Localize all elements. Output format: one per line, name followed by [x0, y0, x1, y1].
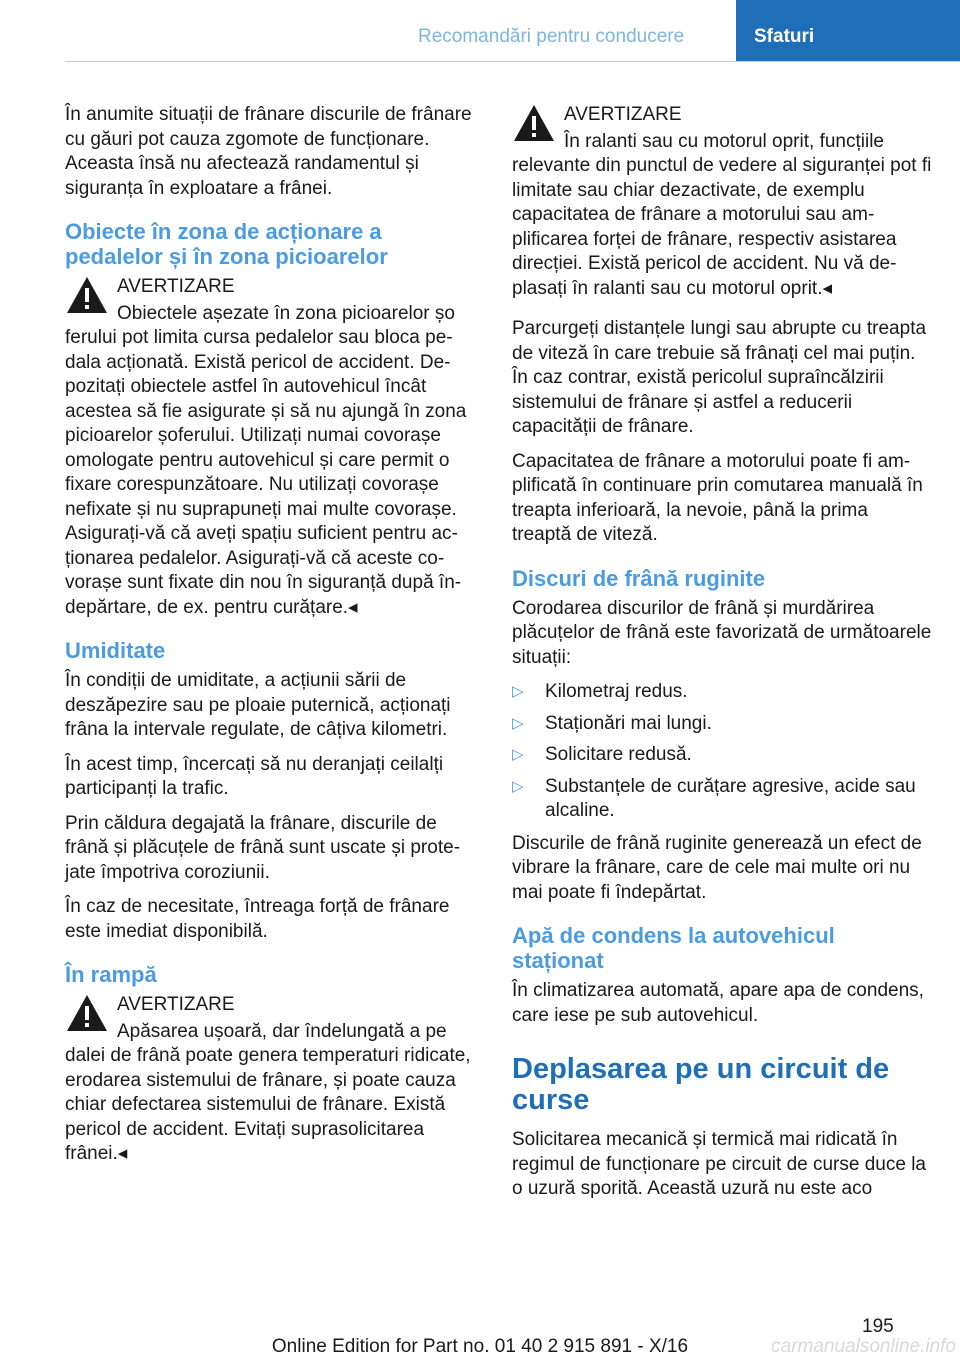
heading-humidity: Umiditate [65, 638, 166, 663]
heading-condensation: Apă de condens la autovehicul staționat [512, 923, 835, 973]
warning-text: dalei de frână poate genera temperaturi ridicate, erodarea sistemului de frânare, și poate cauza chiar defectarea sistemului de frânare. Există pericol de accident. Evitați suprasolicitarea frânei.◂ [65, 1045, 471, 1164]
left-column [65, 103, 478, 1183]
descent-paragraph-1: Parcurgeți distanțele lungi sau abrupte cu treapta de viteză în care trebuie să frânați cel mai puțin. În caz contrar, există pericolul supraîncălzirii sistemului de frânare și astfel a reducerii capacității de frânare. [512, 318, 927, 437]
warning-block-idle [512, 103, 932, 301]
list-item: ▷ Substanțele de curățare agresive, acide sau alcaline. [512, 775, 916, 821]
heading-race-track: Deplasarea pe un circuit de curse [512, 1053, 890, 1116]
page-header [0, 0, 960, 62]
triangle-bullet-icon: ▷ [512, 683, 524, 700]
warning-block-slope [65, 993, 478, 1167]
warning-title: AVERTIZARE [117, 994, 235, 1015]
warning-text-first-line: În ralanti sau cu motorul oprit, funcțiile [564, 130, 884, 152]
triangle-bullet-icon: ▷ [512, 714, 524, 732]
condensation-paragraph: În climatizarea automată, apare apa de condens, care iese pe sub autovehicul. [512, 980, 924, 1026]
rust-causes-list [512, 680, 932, 824]
warning-text: ferului pot limita cursa pedalelor sau bloca pedala acționată. Există pericol de accident. Depozitați obiectele astfel în autovehicul încât acestea să fie asigurate și să nu ajungă în zona picioarelor șoferului. Utilizați numai covorașe omologate pentru autovehicul și care permit o fixare corespunzătoare. Nu utilizați covorașe nefixate și nu suprapuneți mai multe covorașe. Asigurați-vă că aveți spațiu suficient pentru acționarea pedalelor. Asigurați-vă că aceste covorașe sunt fixate din nou în siguranță după îndepărtare, de ex. pentru curățare.◂ [65, 327, 467, 618]
footer-edition-text: Online Edition for Part no. 01 40 2 915 891 - X/16 [271, 1336, 689, 1357]
list-item: ▷ Kilometraj redus. [512, 680, 932, 705]
race-track-paragraph: Solicitarea mecanică și termică mai ridicată în regimul de funcționare pe circuit de curse duce la o uzură sporită. Această uzură nu este aco [512, 1129, 927, 1199]
heading-objects-pedals: Obiecte în zona de acționare a pedalelor și în zona picioarelor [65, 219, 388, 269]
warning-triangle-icon [512, 103, 556, 143]
warning-triangle-icon [65, 993, 109, 1033]
intro-paragraph: În anumite situații de frânare discurile de frânare cu găuri pot cauza zgomote de funcționare. Aceasta însă nu afectează randamentul și siguranța în exploatare a frânei. [65, 104, 472, 199]
heading-rusty-discs: Discuri de frână ruginite [512, 565, 766, 591]
warning-title: AVERTIZARE [564, 104, 682, 125]
header-section-title: Recomandări pentru conducere [418, 26, 685, 47]
humidity-paragraph-4: În caz de necesitate, întreaga forță de frânare este imediat disponibilă. [65, 896, 450, 942]
warning-block-pedals [65, 275, 478, 620]
descent-paragraph-2: Capacitatea de frânare a motorului poate fi amplificată în continuare prin comutarea manuală în treapta inferioară, la nevoie, până la prima treaptă de viteză. [512, 450, 923, 545]
warning-triangle-icon [65, 275, 109, 315]
header-chapter-tab [736, 0, 960, 62]
watermark: carmanualsonline.info [771, 1336, 956, 1357]
right-column [512, 103, 932, 1212]
warning-text: relevante din punctul de vedere al siguranței pot fi limitate sau chiar dezactivate, de exemplu capacitatea de frânare a motorului sau amplificarea forței de frânare, respectiv asistarea direcției. Există pericol de accident. Nu vă deplasați în ralanti sau cu motorul oprit.◂ [512, 155, 932, 299]
page-footer [0, 1336, 960, 1358]
list-item: ▷ Staționări mai lungi. [512, 712, 932, 737]
heading-slope: În rampă [65, 962, 157, 987]
humidity-paragraph-1: În condiții de umiditate, a acțiunii sării de deszăpezire sau pe ploaie puternică, acționați frâna la intervale regulate, de câțiva kilometri. [65, 670, 451, 740]
rust-paragraph-1: Corodarea discurilor de frână și murdărirea plăcuțelor de frână este favorizată de următoarele situații: [512, 597, 932, 668]
header-divider [65, 61, 960, 62]
page-number: 195 [862, 1316, 894, 1337]
warning-title: AVERTIZARE [117, 276, 235, 297]
triangle-bullet-icon: ▷ [512, 746, 524, 763]
rust-paragraph-2: Discurile de frână ruginite generează un efect de vibrare la frânare, care de cele mai multe ori nu mai poate fi îndepărtat. [512, 832, 922, 903]
warning-text-first-line: Apăsarea ușoară, dar îndelungată a pe [117, 1020, 447, 1042]
list-item: ▷ Solicitare redusă. [512, 743, 932, 768]
warning-text-first-line: Obiectele așezate în zona picioarelor șo [117, 302, 455, 324]
header-chapter-label: Sfaturi [754, 26, 815, 47]
humidity-paragraph-2: În acest timp, încercați să nu deranjați ceilalți participanți la trafic. [65, 753, 444, 799]
triangle-bullet-icon: ▷ [512, 777, 524, 795]
humidity-paragraph-3: Prin căldura degajată la frânare, discurile de frână și plăcuțele de frână sunt uscate și protejate împotriva coroziunii. [65, 812, 461, 883]
